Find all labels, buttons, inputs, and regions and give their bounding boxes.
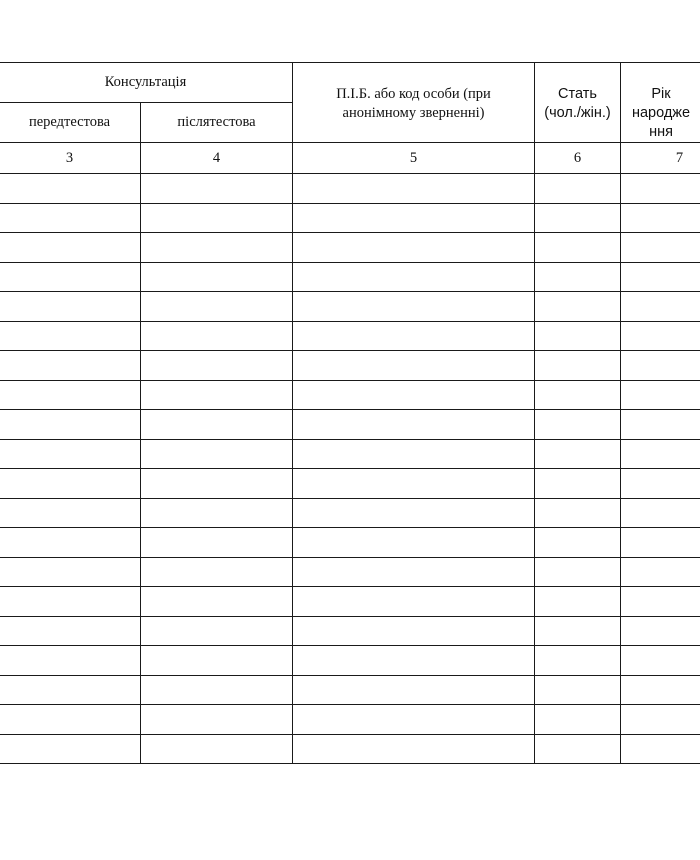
- table-cell[interactable]: [0, 675, 141, 705]
- table-row: [0, 380, 700, 410]
- table-cell[interactable]: [621, 410, 700, 440]
- table-cell[interactable]: [141, 616, 293, 646]
- table-row: [0, 410, 700, 440]
- table-cell[interactable]: [0, 469, 141, 499]
- table-cell[interactable]: [0, 616, 141, 646]
- table-cell[interactable]: [0, 528, 141, 558]
- column-number-row: [0, 143, 700, 174]
- table-row: [0, 557, 700, 587]
- table-cell[interactable]: [293, 705, 535, 735]
- table-cell[interactable]: [0, 292, 141, 322]
- table-cell[interactable]: [621, 646, 700, 676]
- table-cell[interactable]: [0, 410, 141, 440]
- column-number: 4: [141, 143, 293, 174]
- table-cell[interactable]: [535, 439, 621, 469]
- table-cell[interactable]: [293, 439, 535, 469]
- header-pre-test: передтестова: [0, 103, 141, 143]
- table-cell[interactable]: [621, 616, 700, 646]
- table-cell[interactable]: [535, 734, 621, 764]
- table-cell[interactable]: [293, 351, 535, 381]
- table-cell[interactable]: [535, 321, 621, 351]
- table-cell[interactable]: [141, 469, 293, 499]
- table-cell[interactable]: [141, 351, 293, 381]
- table-cell[interactable]: [293, 469, 535, 499]
- table-row: [0, 469, 700, 499]
- table-cell[interactable]: [141, 174, 293, 204]
- table-row: [0, 646, 700, 676]
- table-cell[interactable]: [621, 203, 700, 233]
- table-cell[interactable]: [535, 587, 621, 617]
- table-cell[interactable]: [141, 410, 293, 440]
- table-cell[interactable]: [293, 174, 535, 204]
- table-cell[interactable]: [293, 498, 535, 528]
- table-cell[interactable]: [535, 174, 621, 204]
- table-row: [0, 705, 700, 735]
- table-cell[interactable]: [293, 262, 535, 292]
- column-number: 7: [621, 143, 700, 174]
- table-cell[interactable]: [0, 705, 141, 735]
- table-row: [0, 616, 700, 646]
- table-cell[interactable]: [535, 528, 621, 558]
- table-cell[interactable]: [293, 528, 535, 558]
- column-number: 5: [293, 143, 535, 174]
- table-cell[interactable]: [293, 380, 535, 410]
- table-row: [0, 528, 700, 558]
- table-cell[interactable]: [141, 498, 293, 528]
- table-row: [0, 321, 700, 351]
- table-cell[interactable]: [0, 203, 141, 233]
- table-cell[interactable]: [621, 528, 700, 558]
- table-cell[interactable]: [141, 262, 293, 292]
- table-cell[interactable]: [535, 498, 621, 528]
- table-cell[interactable]: [621, 557, 700, 587]
- table-cell[interactable]: [293, 410, 535, 440]
- table-cell[interactable]: [141, 380, 293, 410]
- table-cell[interactable]: [621, 498, 700, 528]
- table-cell[interactable]: [535, 233, 621, 263]
- table-cell[interactable]: [535, 262, 621, 292]
- table-cell[interactable]: [293, 587, 535, 617]
- table-cell[interactable]: [621, 233, 700, 263]
- table-row: [0, 587, 700, 617]
- table-cell[interactable]: [0, 557, 141, 587]
- table-cell[interactable]: [293, 203, 535, 233]
- table-cell[interactable]: [0, 380, 141, 410]
- table-cell[interactable]: [141, 705, 293, 735]
- table-row: [0, 292, 700, 322]
- table-cell[interactable]: [535, 616, 621, 646]
- header-birth-year-text: Рік народження: [631, 86, 691, 140]
- table-cell[interactable]: [141, 734, 293, 764]
- table-row: [0, 233, 700, 263]
- table-cell[interactable]: [141, 203, 293, 233]
- table-cell[interactable]: [621, 734, 700, 764]
- table-cell[interactable]: [0, 646, 141, 676]
- table-cell[interactable]: [293, 557, 535, 587]
- table-row: [0, 351, 700, 381]
- table-cell[interactable]: [293, 321, 535, 351]
- table-cell[interactable]: [141, 587, 293, 617]
- table-cell[interactable]: [0, 734, 141, 764]
- table-cell[interactable]: [0, 351, 141, 381]
- table-cell[interactable]: [535, 351, 621, 381]
- table-cell[interactable]: [621, 174, 700, 204]
- table-cell[interactable]: [621, 675, 700, 705]
- register-table: [0, 62, 700, 764]
- table-cell[interactable]: [293, 646, 535, 676]
- header-consultation: Консультація: [0, 63, 293, 103]
- table-cell[interactable]: [621, 380, 700, 410]
- table-cell[interactable]: [141, 292, 293, 322]
- table-cell[interactable]: [535, 410, 621, 440]
- header-name-code: П.І.Б. або код особи (при анонімному зверненні): [293, 63, 535, 143]
- header-post-test: післятестова: [141, 103, 293, 143]
- table-cell[interactable]: [621, 292, 700, 322]
- table-cell[interactable]: [0, 321, 141, 351]
- table-cell[interactable]: [0, 262, 141, 292]
- table-cell[interactable]: [293, 292, 535, 322]
- table-row: [0, 675, 700, 705]
- table-cell[interactable]: [621, 469, 700, 499]
- table-cell[interactable]: [141, 646, 293, 676]
- table-cell[interactable]: [621, 321, 700, 351]
- table-cell[interactable]: [141, 528, 293, 558]
- table-cell[interactable]: [141, 675, 293, 705]
- column-number: 3: [0, 143, 141, 174]
- table-cell[interactable]: [621, 705, 700, 735]
- table-cell[interactable]: [535, 705, 621, 735]
- table-row: [0, 262, 700, 292]
- table-cell[interactable]: [0, 439, 141, 469]
- table-cell[interactable]: [535, 646, 621, 676]
- table-cell[interactable]: [141, 321, 293, 351]
- table-cell[interactable]: [141, 233, 293, 263]
- table-cell[interactable]: [621, 262, 700, 292]
- table-cell[interactable]: [0, 233, 141, 263]
- table-cell[interactable]: [621, 351, 700, 381]
- table-cell[interactable]: [293, 675, 535, 705]
- table-row: [0, 174, 700, 204]
- table-cell[interactable]: [535, 557, 621, 587]
- table-row: [0, 498, 700, 528]
- table-cell[interactable]: [0, 587, 141, 617]
- header-sex: Стать (чол./жін.): [535, 63, 621, 143]
- table-cell[interactable]: [293, 616, 535, 646]
- table-cell[interactable]: [0, 498, 141, 528]
- table-cell[interactable]: [535, 292, 621, 322]
- table-cell[interactable]: [141, 557, 293, 587]
- table-row: [0, 203, 700, 233]
- blank-rows: [0, 174, 700, 764]
- table-cell[interactable]: [621, 587, 700, 617]
- column-number: 6: [535, 143, 621, 174]
- table-cell[interactable]: [621, 439, 700, 469]
- header-birth-year: [621, 63, 700, 143]
- table-cell[interactable]: [535, 675, 621, 705]
- table-cell[interactable]: [535, 203, 621, 233]
- table-row: [0, 734, 700, 764]
- table-cell[interactable]: [535, 469, 621, 499]
- table-cell[interactable]: [293, 233, 535, 263]
- table-cell[interactable]: [141, 439, 293, 469]
- table-cell[interactable]: [0, 174, 141, 204]
- table-cell[interactable]: [293, 734, 535, 764]
- table-cell[interactable]: [535, 380, 621, 410]
- table-row: [0, 439, 700, 469]
